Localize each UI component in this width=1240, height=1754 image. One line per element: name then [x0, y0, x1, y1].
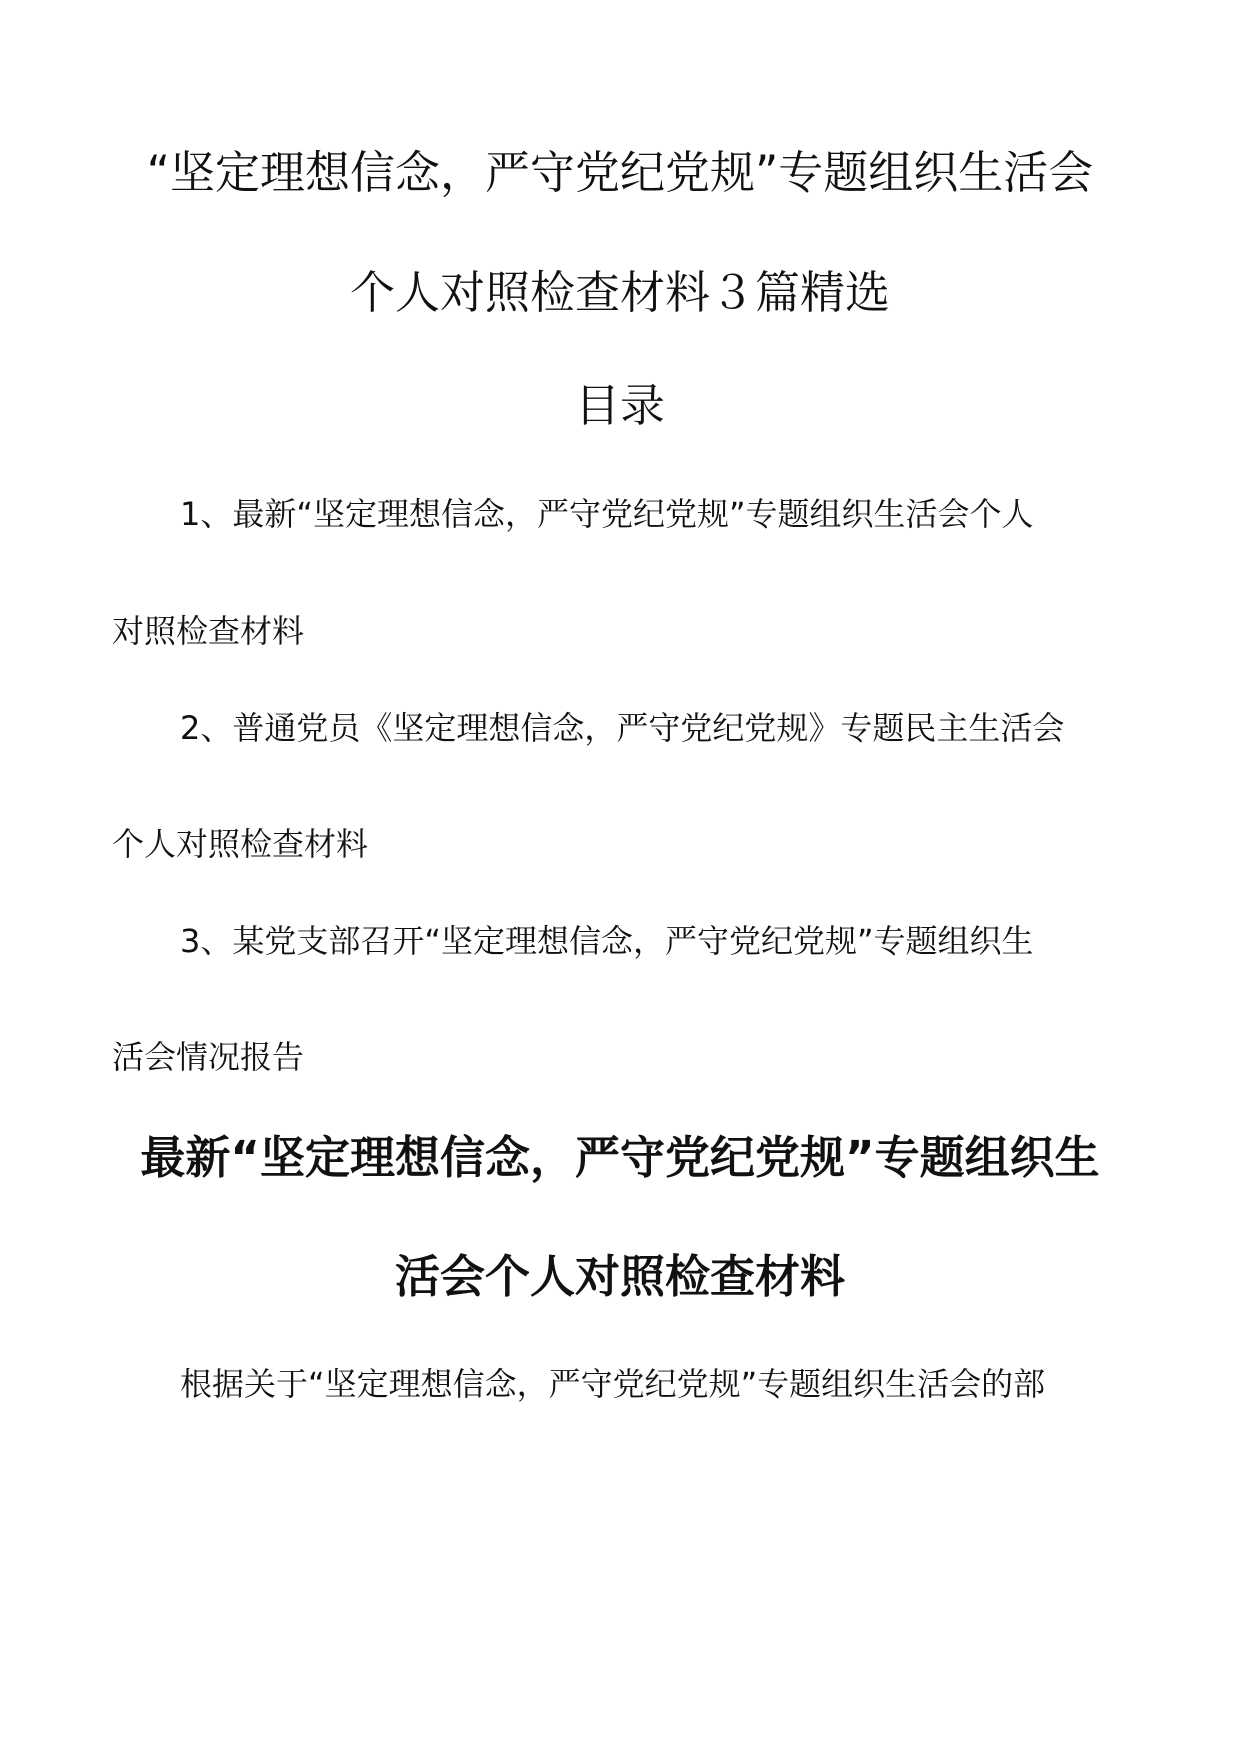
toc-item-2-line-2: 个人对照检查材料 — [112, 825, 369, 863]
toc-item-1-line-1: 1、最新“坚定理想信念，严守党纪党规”专题组织生活会个人 — [180, 495, 1034, 533]
section-title-line-1: 最新“坚定理想信念，严守党纪党规”专题组织生 — [140, 1131, 1100, 1184]
document-title-line-2: 个人对照检查材料３篇精选 — [349, 266, 890, 319]
toc-item-3-line-2: 活会情况报告 — [112, 1038, 305, 1076]
body-paragraph-first-line: 根据关于“坚定理想信念，严守党纪党规”专题组织生活会的部 — [180, 1365, 1046, 1403]
toc-item-3-line-1: 3、某党支部召开“坚定理想信念，严守党纪党规”专题组织生 — [180, 922, 1034, 960]
toc-heading: 目录 — [574, 379, 665, 432]
toc-item-2-line-1: 2、普通党员《坚定理想信念，严守党纪党规》专题民主生活会 — [180, 709, 1065, 747]
section-title-line-2: 活会个人对照检查材料 — [394, 1250, 845, 1303]
document-title-line-1: “坚定理想信念，严守党纪党规”专题组织生活会 — [146, 146, 1094, 199]
toc-item-1-line-2: 对照检查材料 — [112, 612, 305, 650]
